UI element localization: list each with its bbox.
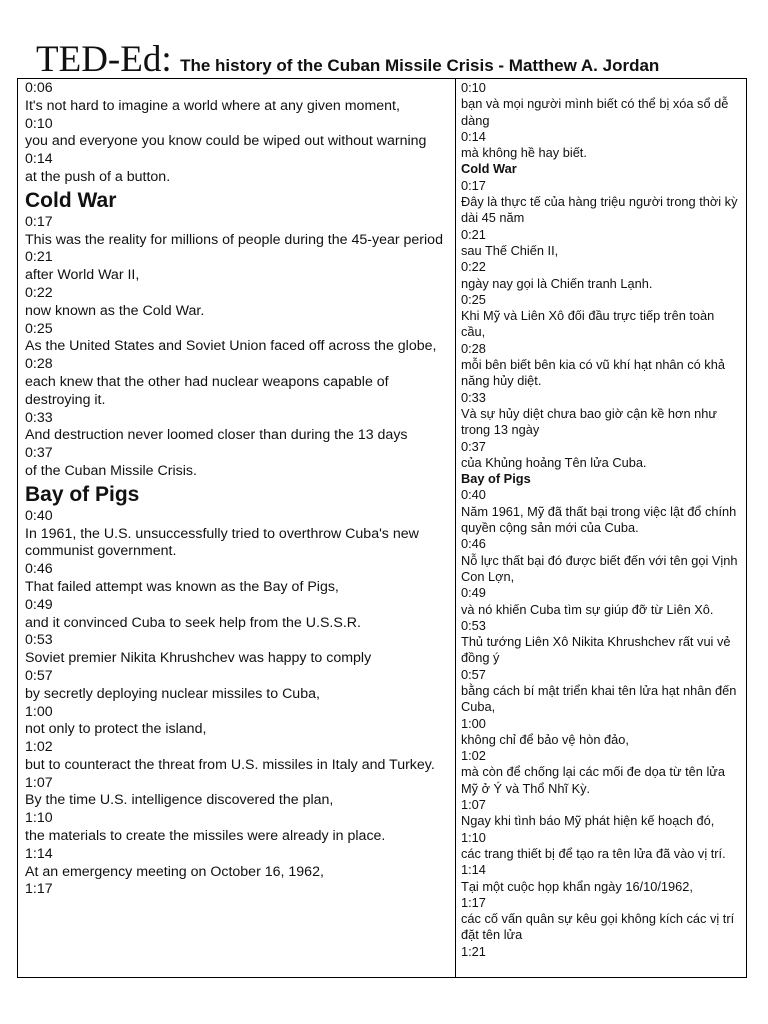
timestamp: 1:07 bbox=[25, 774, 53, 791]
english-transcript-column bbox=[25, 80, 445, 899]
timestamp: 1:10 bbox=[461, 829, 486, 845]
timestamp: 0:40 bbox=[25, 507, 53, 524]
transcript-line: the materials to create the missiles were already in place. bbox=[25, 828, 386, 845]
transcript-line: after World War II, bbox=[25, 267, 140, 284]
timestamp: 0:17 bbox=[461, 177, 486, 193]
brand-label: TED-Ed: bbox=[36, 39, 172, 80]
transcript-line: bạn và mọi người mình biết có thể bị xóa sổ dễ dàng bbox=[461, 96, 729, 128]
transcript-line: And destruction never loomed closer than during the 13 days bbox=[25, 427, 408, 444]
transcript-line: không chỉ để bảo vệ hòn đảo, bbox=[461, 731, 629, 747]
timestamp: 1:21 bbox=[461, 943, 486, 959]
transcript-line: Tại một cuộc họp khẩn ngày 16/10/1962, bbox=[461, 878, 693, 894]
timestamp: 0:53 bbox=[25, 632, 53, 649]
timestamp: 0:33 bbox=[461, 389, 486, 405]
transcript-line: Đây là thực tế của hàng triệu người trong thời kỳ dài 45 năm bbox=[461, 194, 738, 226]
timestamp: 0:25 bbox=[461, 291, 486, 307]
section-heading: Bay of Pigs bbox=[461, 471, 531, 487]
timestamp: 0:28 bbox=[461, 340, 486, 356]
timestamp: 0:37 bbox=[25, 445, 53, 462]
transcript-line: by secretly deploying nuclear missiles to Cuba, bbox=[25, 685, 320, 702]
transcript-line: It's not hard to imagine a world where at any given moment, bbox=[25, 97, 400, 114]
timestamp: 1:07 bbox=[461, 797, 486, 813]
timestamp: 1:14 bbox=[461, 862, 486, 878]
transcript-line: That failed attempt was known as the Bay of Pigs, bbox=[25, 578, 339, 595]
transcript-line: các trang thiết bị để tạo ra tên lửa đã vào vị trí. bbox=[461, 845, 726, 861]
timestamp: 0:46 bbox=[25, 561, 53, 578]
timestamp: 1:17 bbox=[25, 881, 53, 898]
timestamp: 1:14 bbox=[25, 845, 53, 862]
timestamp: 1:00 bbox=[25, 703, 53, 720]
section-heading: Cold War bbox=[25, 188, 117, 212]
timestamp: 0:14 bbox=[25, 151, 53, 168]
transcript-line: mà còn để chống lại các mối đe dọa từ tên lửa Mỹ ở Ý và Thổ Nhĩ Kỳ. bbox=[461, 764, 725, 796]
timestamp: 1:17 bbox=[461, 894, 486, 910]
transcript-line: mà không hề hay biết. bbox=[461, 145, 587, 161]
transcript-line: not only to protect the island, bbox=[25, 721, 207, 738]
transcript-table bbox=[17, 78, 747, 978]
transcript-line: và nó khiến Cuba tìm sự giúp đỡ từ Liên Xô. bbox=[461, 601, 714, 617]
page-header bbox=[36, 38, 659, 81]
transcript-line: and it convinced Cuba to seek help from the U.S.S.R. bbox=[25, 614, 361, 631]
section-heading: Bay of Pigs bbox=[25, 482, 140, 506]
transcript-line: các cố vấn quân sự kêu gọi không kích các vị trí đặt tên lửa bbox=[461, 911, 735, 943]
timestamp: 0:22 bbox=[461, 259, 486, 275]
transcript-line: Thủ tướng Liên Xô Nikita Khrushchev rất vui vẻ đồng ý bbox=[461, 634, 731, 666]
timestamp: 0:25 bbox=[25, 320, 53, 337]
transcript-line: of the Cuban Missile Crisis. bbox=[25, 462, 197, 479]
transcript-line: mỗi bên biết bên kia có vũ khí hạt nhân có khả năng hủy diệt. bbox=[461, 357, 725, 389]
timestamp: 0:22 bbox=[25, 284, 53, 301]
transcript-line: bằng cách bí mật triển khai tên lửa hạt nhân đến Cuba, bbox=[461, 682, 737, 715]
timestamp: 0:21 bbox=[25, 249, 53, 266]
transcript-line: Năm 1961, Mỹ đã thất bại trong việc lật đổ chính quyền cộng sản mới của Cuba. bbox=[461, 503, 737, 536]
timestamp: 0:10 bbox=[461, 80, 486, 95]
transcript-line: sau Thế Chiến II, bbox=[461, 242, 559, 258]
transcript-line: của Khủng hoảng Tên lửa Cuba. bbox=[461, 454, 647, 470]
transcript-line: As the United States and Soviet Union faced off across the globe, bbox=[25, 338, 437, 355]
timestamp: 0:49 bbox=[25, 596, 53, 613]
transcript-line: Ngay khi tình báo Mỹ phát hiện kế hoạch đó, bbox=[461, 813, 715, 829]
transcript-line: In 1961, the U.S. unsuccessfully tried to overthrow Cuba's new communist government. bbox=[25, 525, 419, 560]
transcript-line: you and everyone you know could be wiped out without warning bbox=[25, 133, 427, 150]
transcript-line: each knew that the other had nuclear weapons capable of destroying it. bbox=[25, 373, 389, 408]
timestamp: 0:53 bbox=[461, 617, 486, 633]
transcript-line: Soviet premier Nikita Khrushchev was happy to comply bbox=[25, 650, 372, 667]
timestamp: 0:14 bbox=[461, 128, 486, 144]
transcript-line: but to counteract the threat from U.S. missiles in Italy and Turkey. bbox=[25, 756, 435, 773]
vietnamese-transcript-column bbox=[461, 80, 741, 960]
transcript-line: Khi Mỹ và Liên Xô đối đầu trực tiếp trên toàn cầu, bbox=[461, 308, 715, 340]
timestamp: 0:40 bbox=[461, 487, 486, 503]
timestamp: 0:57 bbox=[25, 667, 53, 684]
transcript-line: at the push of a button. bbox=[25, 168, 171, 185]
transcript-line: At an emergency meeting on October 16, 1962, bbox=[25, 863, 324, 880]
section-heading: Cold War bbox=[461, 161, 517, 177]
timestamp: 0:21 bbox=[461, 226, 486, 242]
timestamp: 0:46 bbox=[461, 536, 486, 552]
timestamp: 0:10 bbox=[25, 115, 53, 132]
transcript-line: This was the reality for millions of people during the 45-year period bbox=[25, 231, 443, 248]
timestamp: 0:37 bbox=[461, 438, 486, 454]
timestamp: 0:33 bbox=[25, 409, 53, 426]
timestamp: 0:28 bbox=[25, 356, 53, 373]
column-divider bbox=[455, 79, 456, 977]
transcript-line: Nỗ lực thất bại đó được biết đến với tên gọi Vịnh Con Lợn, bbox=[461, 552, 738, 584]
timestamp: 0:49 bbox=[461, 585, 486, 601]
timestamp: 0:17 bbox=[25, 213, 53, 230]
timestamp: 1:00 bbox=[461, 715, 486, 731]
timestamp: 1:02 bbox=[461, 748, 486, 764]
timestamp: 1:02 bbox=[25, 739, 53, 756]
timestamp: 1:10 bbox=[25, 810, 53, 827]
transcript-line: Và sự hủy diệt chưa bao giờ cận kề hơn như trong 13 ngày bbox=[461, 405, 717, 438]
timestamp: 0:57 bbox=[461, 666, 486, 682]
transcript-line: By the time U.S. intelligence discovered the plan, bbox=[25, 792, 334, 809]
transcript-line: ngày nay gọi là Chiến tranh Lạnh. bbox=[461, 275, 653, 291]
timestamp: 0:06 bbox=[25, 80, 53, 96]
document-title: The history of the Cuban Missile Crisis - Matthew A. Jordan bbox=[180, 56, 660, 75]
transcript-line: now known as the Cold War. bbox=[25, 302, 205, 319]
